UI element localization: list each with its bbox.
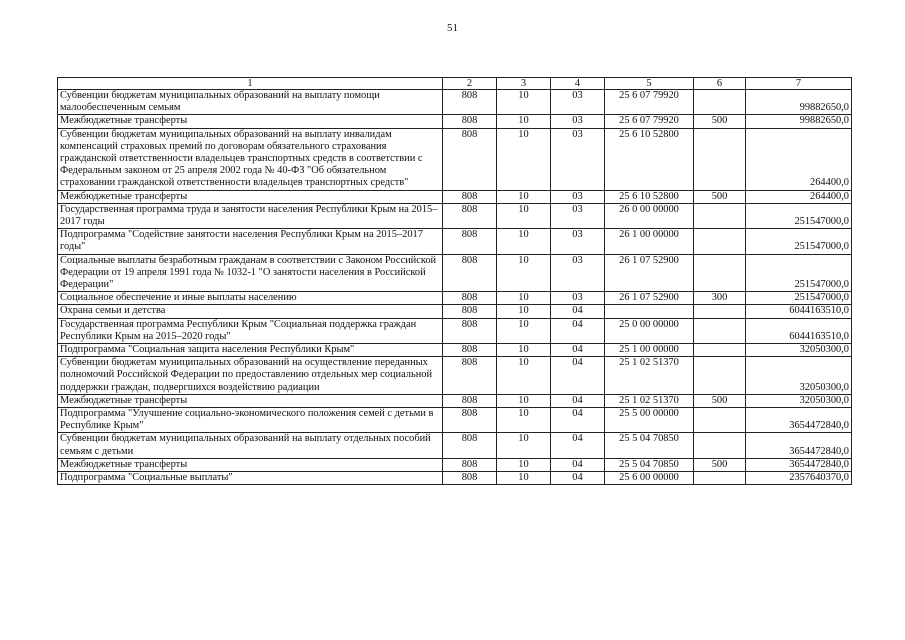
- row-subsection-cell: 03: [551, 190, 605, 203]
- row-section-cell: 10: [497, 472, 551, 485]
- table-row: [58, 90, 852, 115]
- row-sum-cell: 3654472840,0: [746, 458, 852, 471]
- row-target-article-cell: 26 1 07 52900: [605, 254, 694, 292]
- row-target-article-cell: 25 0 00 00000: [605, 318, 694, 343]
- row-ved-cell: 808: [443, 190, 497, 203]
- row-expense-type-cell: [694, 472, 746, 485]
- row-expense-type-cell: [694, 318, 746, 343]
- row-target-article-cell: 26 1 00 00000: [605, 229, 694, 254]
- row-ved-cell: 808: [443, 254, 497, 292]
- row-subsection-cell: 03: [551, 203, 605, 228]
- row-subsection-cell: 03: [551, 128, 605, 190]
- row-name-cell: Подпрограмма "Социальная защита населения Республики Крым": [58, 344, 443, 357]
- row-sum-cell: 6044163510,0: [746, 318, 852, 343]
- row-expense-type-cell: [694, 90, 746, 115]
- table-row: [58, 408, 852, 433]
- row-section-cell: 10: [497, 458, 551, 471]
- row-section-cell: 10: [497, 318, 551, 343]
- table-row: [58, 472, 852, 485]
- row-expense-type-cell: [694, 229, 746, 254]
- row-sum-cell: 264400,0: [746, 190, 852, 203]
- row-expense-type-cell: [694, 254, 746, 292]
- row-target-article-cell: 25 6 07 79920: [605, 115, 694, 128]
- row-name-cell: Межбюджетные трансферты: [58, 458, 443, 471]
- row-sum-cell: 2357640370,0: [746, 472, 852, 485]
- row-name-cell: Социальное обеспечение и иные выплаты населению: [58, 292, 443, 305]
- row-subsection-cell: 04: [551, 305, 605, 318]
- header-cell: 3: [497, 78, 551, 90]
- row-target-article-cell: 25 5 04 70850: [605, 433, 694, 458]
- row-target-article-cell: 25 6 10 52800: [605, 128, 694, 190]
- row-ved-cell: 808: [443, 128, 497, 190]
- row-subsection-cell: 04: [551, 318, 605, 343]
- row-target-article-cell: [605, 305, 694, 318]
- row-section-cell: 10: [497, 357, 551, 395]
- row-target-article-cell: 25 1 00 00000: [605, 344, 694, 357]
- row-ved-cell: 808: [443, 357, 497, 395]
- row-target-article-cell: 25 5 04 70850: [605, 458, 694, 471]
- row-ved-cell: 808: [443, 394, 497, 407]
- row-name-cell: Межбюджетные трансферты: [58, 394, 443, 407]
- table-row: [58, 115, 852, 128]
- row-name-cell: Подпрограмма "Содействие занятости населения Республики Крым на 2015–2017 годы": [58, 229, 443, 254]
- row-section-cell: 10: [497, 115, 551, 128]
- row-name-cell: Субвенции бюджетам муниципальных образований на выплату инвалидам компенсаций страховых премий по договорам обязательного страхования гражданской ответственности владельцев транспортных средств в соответствии с Федеральным законом от 25 апреля 2002 года № 40-ФЗ "Об обязательном страховании гражданской ответственности владельцев транспортных средств": [58, 128, 443, 190]
- table-row: [58, 458, 852, 471]
- row-section-cell: 10: [497, 408, 551, 433]
- row-name-cell: Государственная программа труда и занятости населения Республики Крым на 2015–2017 годы: [58, 203, 443, 228]
- row-subsection-cell: 04: [551, 458, 605, 471]
- row-subsection-cell: 04: [551, 357, 605, 395]
- table-row: [58, 229, 852, 254]
- table-row: [58, 203, 852, 228]
- row-name-cell: Субвенции бюджетам муниципальных образований на выплату отдельных пособий семьям с детьми: [58, 433, 443, 458]
- row-target-article-cell: 25 1 02 51370: [605, 357, 694, 395]
- row-expense-type-cell: [694, 433, 746, 458]
- row-subsection-cell: 03: [551, 115, 605, 128]
- row-name-cell: Подпрограмма "Социальные выплаты": [58, 472, 443, 485]
- header-cell: 7: [746, 78, 852, 90]
- row-name-cell: Государственная программа Республики Крым "Социальная поддержка граждан Республики Крым на 2015–2020 годы": [58, 318, 443, 343]
- row-sum-cell: 99882650,0: [746, 115, 852, 128]
- row-section-cell: 10: [497, 128, 551, 190]
- header-cell: 5: [605, 78, 694, 90]
- row-name-cell: Межбюджетные трансферты: [58, 115, 443, 128]
- row-ved-cell: 808: [443, 203, 497, 228]
- budget-table: [57, 77, 852, 485]
- table-row: [58, 190, 852, 203]
- row-section-cell: 10: [497, 394, 551, 407]
- row-name-cell: Межбюджетные трансферты: [58, 190, 443, 203]
- row-ved-cell: 808: [443, 318, 497, 343]
- row-expense-type-cell: [694, 128, 746, 190]
- row-sum-cell: 251547000,0: [746, 229, 852, 254]
- row-subsection-cell: 03: [551, 229, 605, 254]
- row-expense-type-cell: 500: [694, 115, 746, 128]
- row-sum-cell: 3654472840,0: [746, 408, 852, 433]
- row-section-cell: 10: [497, 90, 551, 115]
- row-target-article-cell: 26 0 00 00000: [605, 203, 694, 228]
- row-section-cell: 10: [497, 203, 551, 228]
- row-ved-cell: 808: [443, 344, 497, 357]
- row-ved-cell: 808: [443, 433, 497, 458]
- table-row: [58, 344, 852, 357]
- row-sum-cell: 32050300,0: [746, 394, 852, 407]
- row-sum-cell: 32050300,0: [746, 357, 852, 395]
- row-ved-cell: 808: [443, 472, 497, 485]
- row-section-cell: 10: [497, 229, 551, 254]
- row-ved-cell: 808: [443, 458, 497, 471]
- table-row: [58, 292, 852, 305]
- row-ved-cell: 808: [443, 305, 497, 318]
- row-target-article-cell: 25 6 10 52800: [605, 190, 694, 203]
- row-ved-cell: 808: [443, 408, 497, 433]
- row-section-cell: 10: [497, 344, 551, 357]
- table-row: [58, 128, 852, 190]
- row-sum-cell: 6044163510,0: [746, 305, 852, 318]
- page-number: 51: [447, 22, 458, 34]
- row-subsection-cell: 04: [551, 394, 605, 407]
- row-target-article-cell: 25 5 00 00000: [605, 408, 694, 433]
- row-sum-cell: 32050300,0: [746, 344, 852, 357]
- row-section-cell: 10: [497, 292, 551, 305]
- row-ved-cell: 808: [443, 229, 497, 254]
- header-cell: 4: [551, 78, 605, 90]
- row-name-cell: Охрана семьи и детства: [58, 305, 443, 318]
- row-expense-type-cell: [694, 344, 746, 357]
- table-header-row: [58, 78, 852, 90]
- row-sum-cell: 264400,0: [746, 128, 852, 190]
- row-expense-type-cell: [694, 203, 746, 228]
- row-section-cell: 10: [497, 254, 551, 292]
- row-subsection-cell: 03: [551, 254, 605, 292]
- table-row: [58, 254, 852, 292]
- row-sum-cell: 251547000,0: [746, 254, 852, 292]
- row-expense-type-cell: 500: [694, 394, 746, 407]
- row-expense-type-cell: 500: [694, 190, 746, 203]
- row-section-cell: 10: [497, 190, 551, 203]
- header-cell: 6: [694, 78, 746, 90]
- table-row: [58, 318, 852, 343]
- row-expense-type-cell: 500: [694, 458, 746, 471]
- table-row: [58, 357, 852, 395]
- header-cell: 1: [58, 78, 443, 90]
- row-expense-type-cell: [694, 408, 746, 433]
- row-subsection-cell: 04: [551, 433, 605, 458]
- row-subsection-cell: 04: [551, 472, 605, 485]
- row-subsection-cell: 04: [551, 408, 605, 433]
- row-ved-cell: 808: [443, 115, 497, 128]
- row-subsection-cell: 04: [551, 344, 605, 357]
- table-row: [58, 305, 852, 318]
- row-target-article-cell: 25 6 00 00000: [605, 472, 694, 485]
- row-name-cell: Субвенции бюджетам муниципальных образований на осуществление переданных полномочий Российской Федерации по предоставлению отдельных мер социальной поддержки граждан, подвергшихся воздействию радиации: [58, 357, 443, 395]
- row-target-article-cell: 26 1 07 52900: [605, 292, 694, 305]
- row-section-cell: 10: [497, 433, 551, 458]
- row-target-article-cell: 25 6 07 79920: [605, 90, 694, 115]
- row-subsection-cell: 03: [551, 90, 605, 115]
- row-expense-type-cell: 300: [694, 292, 746, 305]
- row-expense-type-cell: [694, 357, 746, 395]
- row-target-article-cell: 25 1 02 51370: [605, 394, 694, 407]
- row-sum-cell: 3654472840,0: [746, 433, 852, 458]
- row-ved-cell: 808: [443, 292, 497, 305]
- row-ved-cell: 808: [443, 90, 497, 115]
- row-sum-cell: 99882650,0: [746, 90, 852, 115]
- row-section-cell: 10: [497, 305, 551, 318]
- table-row: [58, 394, 852, 407]
- row-name-cell: Субвенции бюджетам муниципальных образований на выплату помощи малообеспеченным семьям: [58, 90, 443, 115]
- row-subsection-cell: 03: [551, 292, 605, 305]
- header-cell: 2: [443, 78, 497, 90]
- row-sum-cell: 251547000,0: [746, 203, 852, 228]
- row-expense-type-cell: [694, 305, 746, 318]
- row-name-cell: Социальные выплаты безработным гражданам в соответствии с Законом Российской Федерации от 19 апреля 1991 года № 1032-1 "О занятости населения в Российской Федерации": [58, 254, 443, 292]
- row-sum-cell: 251547000,0: [746, 292, 852, 305]
- row-name-cell: Подпрограмма "Улучшение социально-экономического положения семей с детьми в Республике Крым": [58, 408, 443, 433]
- table-row: [58, 433, 852, 458]
